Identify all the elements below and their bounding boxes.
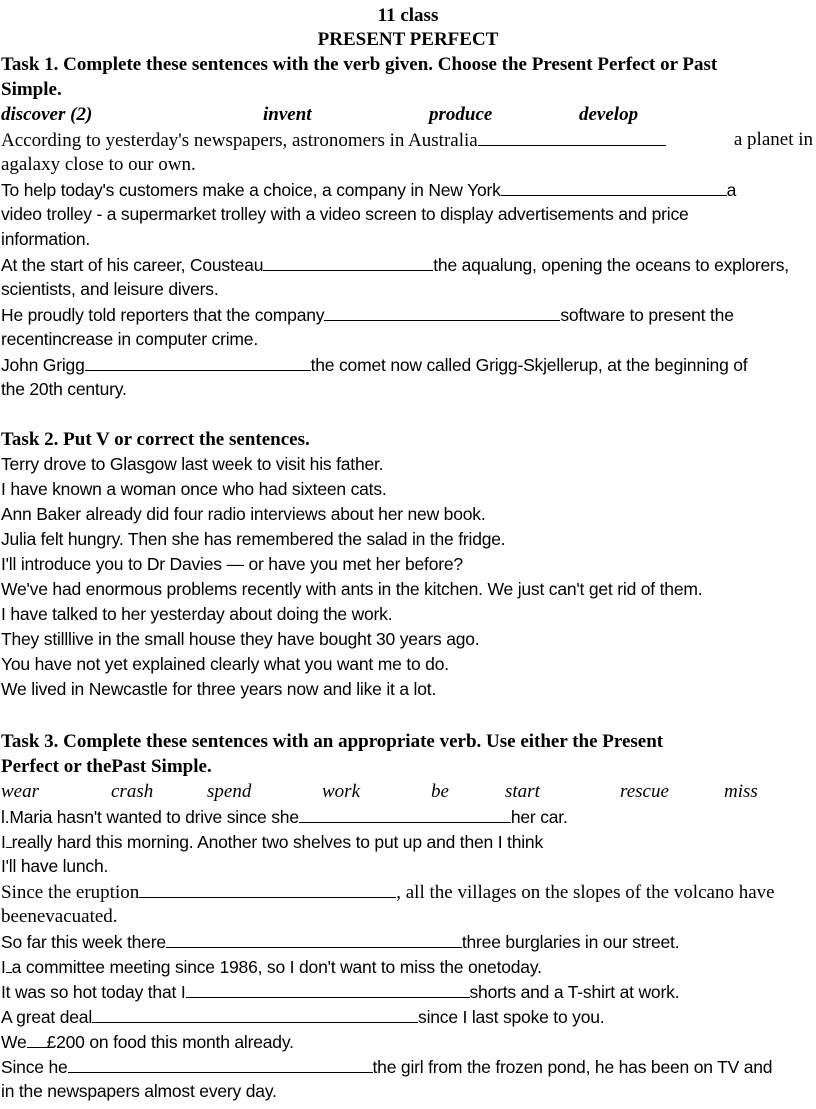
sentence-text: A great deal [1,1007,93,1027]
sentence-text: since I last spoke to you. [418,1007,605,1027]
task2-sentence: I have talked to her yesterday about doing the work. [1,604,393,624]
sentence-text: a planet in [733,129,813,150]
task3-verb: spend [207,781,252,802]
sentence-text: We [1,1032,27,1052]
sentence-text: To help today's customers make a choice, a company in New York [1,180,501,200]
sentence-text: He proudly told reporters that the company [1,305,325,325]
sentence-text: Since the eruption [1,882,140,903]
sentence-text: John Grigg [1,355,85,375]
task1-sentence-1 [1,127,813,153]
task2-sentence: I have known a woman once who had sixteen cats. [1,479,387,499]
sentence-text: l.Maria hasn't wanted to drive since she [1,807,299,827]
page-title: PRESENT PERFECT [317,29,499,50]
task3-sentence-1 [1,804,813,830]
task2-sentence: Ann Baker already did four radio interviews about her new book. [1,504,486,524]
task2-sentence: We've had enormous problems recently with ants in the kitchen. We just can't get rid of them. [1,579,703,599]
task1-sentence-4 [1,302,813,328]
sentence-text: shorts and a T-shirt at work. [469,982,680,1002]
sentence-text: three burglaries in our street. [461,932,680,952]
task2-sentence: We lived in Newcastle for three years now and like it a lot. [1,679,437,699]
task3-heading-line1: Task 3. Complete these sentences with an appropriate verb. Use either the Present [1,731,664,752]
answer-blank[interactable] [85,352,311,371]
answer-blank[interactable] [166,929,462,948]
answer-blank[interactable] [478,127,666,146]
sentence-text: According to yesterday's newspapers, astronomers in Australia [1,130,478,151]
sentence-text: I [1,832,6,852]
answer-blank[interactable] [68,1054,373,1073]
task3-sentence-9 [1,1054,813,1080]
task3-verb: be [431,781,449,802]
task3-verb: rescue [620,781,669,802]
answer-blank[interactable] [324,302,560,321]
task3-sentence-4 [1,929,813,955]
task3-verb: wear [1,781,39,802]
task3-verb: crash [111,781,154,802]
sentence-text: , all the villages on the slopes of the volcano have [396,882,775,903]
task1-sentence-2-cont: video trolley - a supermarket trolley with a video screen to display advertisements and price [1,204,689,224]
task3-sentence-2-cont: I'll have lunch. [1,856,109,876]
sentence-text: It was so hot today that I [1,982,186,1002]
task2-sentence: I'll introduce you to Dr Davies — or have you met her before? [1,554,463,574]
task1-verb: discover (2) [1,104,93,125]
task1-sentence-3-cont: scientists, and leisure divers. [1,279,219,299]
answer-blank[interactable] [92,1004,418,1023]
task3-verb: start [505,781,540,802]
task3-sentence-8 [1,1029,813,1055]
task1-sentence-2-cont2: information. [1,229,91,249]
task1-sentence-4-cont: recentincrease in computer crime. [1,329,258,349]
task2-sentence: Julia felt hungry. Then she has remembered the salad in the fridge. [1,529,506,549]
task3-verb: work [322,781,360,802]
task1-sentence-1-cont: agalaxy close to our own. [1,154,196,175]
task2-sentence: Terry drove to Glasgow last week to visit his father. [1,454,384,474]
task1-sentence-3 [1,252,813,278]
task1-sentence-5 [1,352,813,378]
task1-heading [1,52,813,77]
sentence-text: I [1,957,6,977]
task2-heading: Task 2. Put V or correct the sentences. [1,429,310,450]
task3-sentence-3 [1,879,813,905]
sentence-text: the girl from the frozen pond, he has been on TV and [372,1057,773,1077]
task1-sentence-5-cont: the 20th century. [1,379,127,399]
answer-blank[interactable] [186,979,470,998]
task3-sentence-6 [1,979,813,1005]
task3-verb: miss [724,781,758,802]
sentence-text: her car. [510,807,568,827]
sentence-text: At the start of his career, Cousteau [1,255,264,275]
task1-verb: invent [263,104,312,125]
task1-verb: develop [579,104,639,125]
sentence-text: the aqualung, opening the oceans to explorers, [433,255,789,275]
answer-blank[interactable] [139,879,396,898]
answer-blank[interactable] [299,804,511,823]
task1-heading-line2: Simple. [1,79,62,100]
task3-sentence-5 [1,954,813,980]
grade-label: 11 class [377,5,439,26]
sentence-text: software to present the [560,305,734,325]
task3-heading-line2: Perfect or thePast Simple. [1,756,212,777]
answer-blank[interactable] [501,177,727,196]
task3-sentence-2 [1,829,813,855]
sentence-text: really hard this morning. Another two shelves to put up and then I think [11,832,544,852]
task3-sentence-9-cont: in the newspapers almost every day. [1,1081,277,1101]
task3-sentence-7 [1,1004,813,1030]
task3-sentence-3-cont: beenevacuated. [1,906,118,927]
sentence-text: So far this week there [1,932,166,952]
sentence-text: a committee meeting since 1986, so I don't want to miss the onetoday. [11,957,542,977]
sentence-text: a [726,180,737,200]
task2-sentence: They stilllive in the small house they have bought 30 years ago. [1,629,480,649]
sentence-text: £200 on food this month already. [46,1032,294,1052]
answer-blank[interactable] [27,1029,47,1048]
answer-blank[interactable] [263,252,433,271]
task1-verb: produce [429,104,493,125]
task1-heading-line1: Task 1. Complete these sentences with the verb given. Choose the Present Perfect or Past [1,54,718,75]
sentence-text: Since he [1,1057,68,1077]
sentence-text: the comet now called Grigg-Skjellerup, at the beginning of [310,355,748,375]
task1-sentence-2 [1,177,813,203]
task2-sentence: You have not yet explained clearly what you want me to do. [1,654,449,674]
